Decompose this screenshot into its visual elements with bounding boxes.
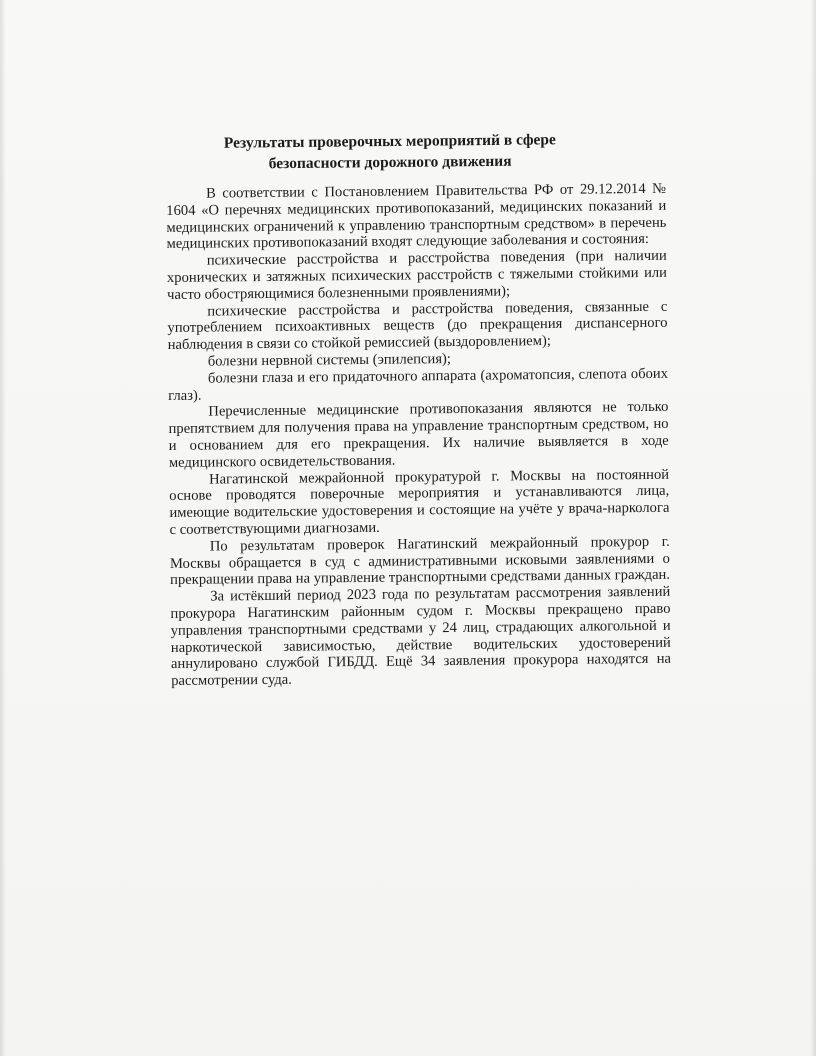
list-item-substance-disorders: психические расстройства и расстройства поведения, связанные с употреблением психоактивных веществ (до прекращения диспансерного наблюдения в связи со стойкой ремиссией (выздоровлением);: [167, 298, 668, 354]
scan-shadow-right: [810, 0, 816, 1056]
list-item-nervous-system: болезни нервной системы (эпилепсия);: [207, 350, 451, 370]
document-body: [166, 181, 671, 690]
list-item-mental-disorders: психические расстройства и расстройства поведения (при наличии хронических и затяжных психических расстройств с тяжелыми стойкими или часто обостряющимися болезненными проявлениями);: [166, 247, 668, 303]
list-item-eye-diseases: болезни глаза и его придаточного аппарата (ахроматопсия, слепота обоих глаз).: [168, 365, 669, 404]
paragraph-results-2023: За истёкший период 2023 года по результатам рассмотрения заявлений прокурора Нагатинским районным судом г. Москвы прекращено право управления транспортными средствами у 24 лиц, страдающих алкогольной и наркотической зависимостью, действие водительских удостоверений аннулировано службой ГИБДД. Ещё 34 заявления прокурора находятся на рассмотрении суда.: [170, 583, 672, 690]
scan-shadow-left: [0, 0, 6, 1056]
paragraph-intro: В соответствии с Постановлением Правительства РФ от 29.12.2014 № 1604 «О перечнях медицинских противопоказаний, медицинских показаний и медицинских ограничений к управлению транспортным средством» в перечень медицинских противопоказаний входят следующие заболевания и состояния:: [166, 180, 667, 253]
title-line-1: Результаты проверочных мероприятий в сфере: [223, 131, 556, 152]
paragraph-court-claims: По результатам проверок Нагатинский межрайонный прокурор г. Москвы обращается в суд с административными исковыми заявлениями о прекращении права на управление транспортными средствами данных граждан.: [169, 533, 671, 589]
paragraph-prosecutor-checks: Нагатинской межрайонной прокуратурой г. Москвы на постоянной основе проводятся поверочные мероприятия и устанавливаются лица, имеющие водительские удостоверения и состоящие на учёте у врача-нарколога с соответствующими диагнозами.: [169, 466, 670, 538]
document-title: [180, 129, 600, 175]
title-line-2: безопасности дорожного движения: [268, 152, 512, 173]
paragraph-contraindications: Перечисленные медицинские противопоказания являются не только препятствием для получения права на управление транспортным средством, но и основанием для его прекращения. Их наличие выявляется в ходе медицинского освидетельствования.: [168, 399, 669, 471]
